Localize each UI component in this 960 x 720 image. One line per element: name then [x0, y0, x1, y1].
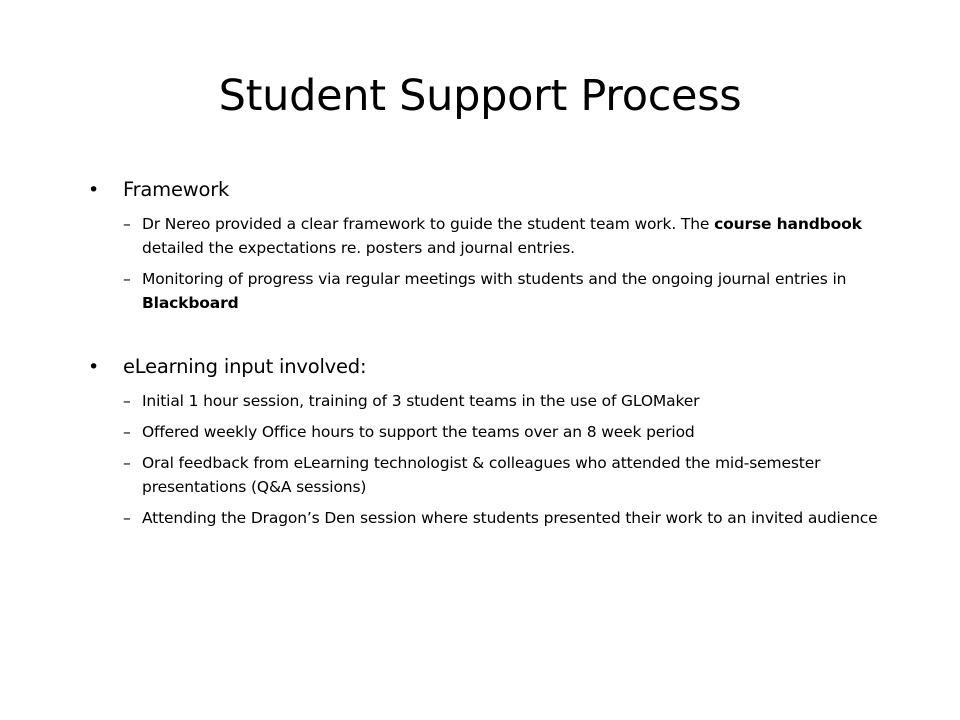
bullet-heading: eLearning input involved:	[123, 355, 367, 378]
sub-bullet-elearning-3	[123, 451, 888, 499]
sub-bullet-framework-1	[123, 212, 888, 260]
dash-icon: –	[123, 423, 131, 441]
sub-bullet-framework-2	[123, 267, 888, 315]
dash-icon: –	[123, 454, 131, 472]
bullet-elearning	[88, 351, 888, 383]
emphasis-blackboard: Blackboard	[142, 294, 239, 312]
slide-title: Student Support Process	[218, 71, 742, 121]
sub-bullet-elearning-1	[123, 389, 888, 413]
sub-bullet-elearning-4	[123, 506, 888, 530]
sub-bullet-text: Attending the Dragon’s Den session where students presented their work to an invited audience	[142, 509, 878, 527]
slide-body	[88, 170, 888, 530]
dash-icon: –	[123, 215, 131, 233]
bullet-heading: Framework	[123, 178, 230, 201]
sub-bullet-text: Initial 1 hour session, training of 3 student teams in the use of GLOMaker	[142, 392, 700, 410]
sub-bullet-text: Oral feedback from eLearning technologist & colleagues who attended the mid-semester presentations (Q&A sessions)	[142, 454, 821, 496]
bullet-icon: •	[88, 356, 100, 378]
dash-icon: –	[123, 509, 131, 527]
dash-icon: –	[123, 270, 131, 288]
dash-icon: –	[123, 392, 131, 410]
sub-bullet-text: Monitoring of progress via regular meetings with students and the ongoing journal entries in	[142, 270, 847, 288]
sub-bullet-elearning-2	[123, 420, 888, 444]
sub-bullet-text: Dr Nereo provided a clear framework to guide the student team work. The	[142, 215, 715, 233]
emphasis-course-handbook: course handbook	[714, 215, 862, 233]
bullet-framework	[88, 174, 888, 206]
bullet-icon: •	[88, 179, 100, 201]
sub-bullet-text: Offered weekly Office hours to support the teams over an 8 week period	[142, 423, 695, 441]
sub-bullet-text: detailed the expectations re. posters and journal entries.	[142, 239, 575, 257]
